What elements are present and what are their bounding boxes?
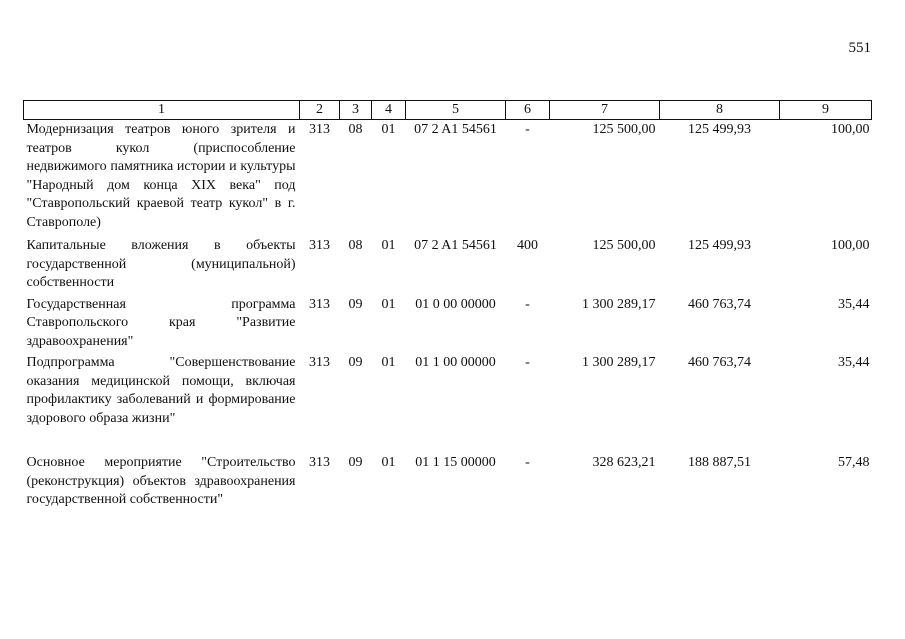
cell-col6: - bbox=[525, 296, 530, 312]
cell-col2: 313 bbox=[309, 455, 330, 470]
cell-col9: 35,44 bbox=[838, 296, 870, 312]
cell-col2: 313 bbox=[309, 296, 330, 312]
cell-col7: 125 500,00 bbox=[592, 238, 656, 253]
cell-col8: 125 499,93 bbox=[688, 238, 751, 253]
cell-col4: 01 bbox=[381, 122, 396, 137]
cell-col7: 1 300 289,17 bbox=[582, 296, 656, 312]
table-row bbox=[24, 120, 872, 238]
cell-col7: 328 623,21 bbox=[592, 455, 656, 470]
cell-col9: 57,48 bbox=[838, 455, 870, 470]
cell-col5: 07 2 A1 54561 bbox=[414, 238, 497, 253]
row-name: Подпрограмма "Совершенствование оказания медицинской помощи, включая профилактику заболеваний и формирование здорового образа жизни" bbox=[26, 355, 296, 426]
cell-col8: 188 887,51 bbox=[688, 455, 751, 470]
cell-col9: 100,00 bbox=[831, 238, 870, 253]
cell-col6: - bbox=[525, 355, 530, 370]
cell-col8: 125 499,93 bbox=[688, 122, 751, 137]
column-header: 3 bbox=[340, 101, 372, 120]
cell-col3: 08 bbox=[348, 238, 363, 253]
cell-col2: 313 bbox=[309, 238, 330, 253]
cell-col5: 07 2 A1 54561 bbox=[414, 122, 497, 137]
column-header: 6 bbox=[506, 101, 550, 120]
cell-col9: 35,44 bbox=[838, 355, 870, 370]
cell-col9: 100,00 bbox=[831, 122, 870, 137]
page-number: 551 bbox=[848, 40, 871, 56]
cell-col5: 01 1 15 00000 bbox=[415, 455, 496, 470]
cell-col3: 08 bbox=[348, 122, 363, 137]
cell-col3: 09 bbox=[348, 296, 363, 312]
row-name: Капитальные вложения в объекты государственной (муниципальной) собственности bbox=[26, 238, 296, 290]
column-header: 7 bbox=[550, 101, 660, 120]
table-row bbox=[24, 354, 872, 454]
cell-col5: 01 0 00 00000 bbox=[415, 296, 496, 312]
cell-col6: - bbox=[525, 455, 530, 470]
cell-col2: 313 bbox=[309, 355, 330, 370]
column-header: 5 bbox=[406, 101, 506, 120]
cell-col3: 09 bbox=[348, 355, 363, 370]
cell-col4: 01 bbox=[381, 455, 396, 470]
table-row bbox=[24, 237, 872, 296]
cell-col4: 01 bbox=[381, 238, 396, 253]
column-header: 9 bbox=[780, 101, 872, 120]
cell-col7: 125 500,00 bbox=[592, 122, 656, 137]
row-name: Государственная программа Ставропольского края "Развитие здравоохранения" bbox=[26, 296, 296, 349]
cell-col6: - bbox=[525, 122, 530, 137]
cell-col5: 01 1 00 00000 bbox=[415, 355, 496, 370]
cell-col4: 01 bbox=[381, 355, 396, 370]
table-header-row bbox=[24, 101, 872, 120]
column-header: 4 bbox=[372, 101, 406, 120]
cell-col3: 09 bbox=[348, 455, 363, 470]
cell-col8: 460 763,74 bbox=[688, 355, 751, 370]
column-header: 1 bbox=[24, 101, 300, 120]
budget-table bbox=[23, 100, 872, 510]
column-header: 8 bbox=[660, 101, 780, 120]
column-header: 2 bbox=[300, 101, 340, 120]
table-row bbox=[24, 296, 872, 355]
cell-col2: 313 bbox=[309, 122, 330, 137]
cell-col8: 460 763,74 bbox=[688, 296, 751, 312]
cell-col6: 400 bbox=[517, 238, 538, 253]
cell-col7: 1 300 289,17 bbox=[582, 355, 656, 370]
table-row bbox=[24, 454, 872, 510]
row-name: Основное мероприятие "Строительство (реконструкция) объектов здравоохранения государственной собственности" bbox=[26, 455, 296, 507]
row-name: Модернизация театров юного зрителя и театров кукол (приспособление недвижимого памятника истории и культуры "Народный дом конца XIX века" под "Ставропольский краевой театр кукол" в г. Ставрополе) bbox=[26, 122, 296, 230]
cell-col4: 01 bbox=[381, 296, 396, 312]
